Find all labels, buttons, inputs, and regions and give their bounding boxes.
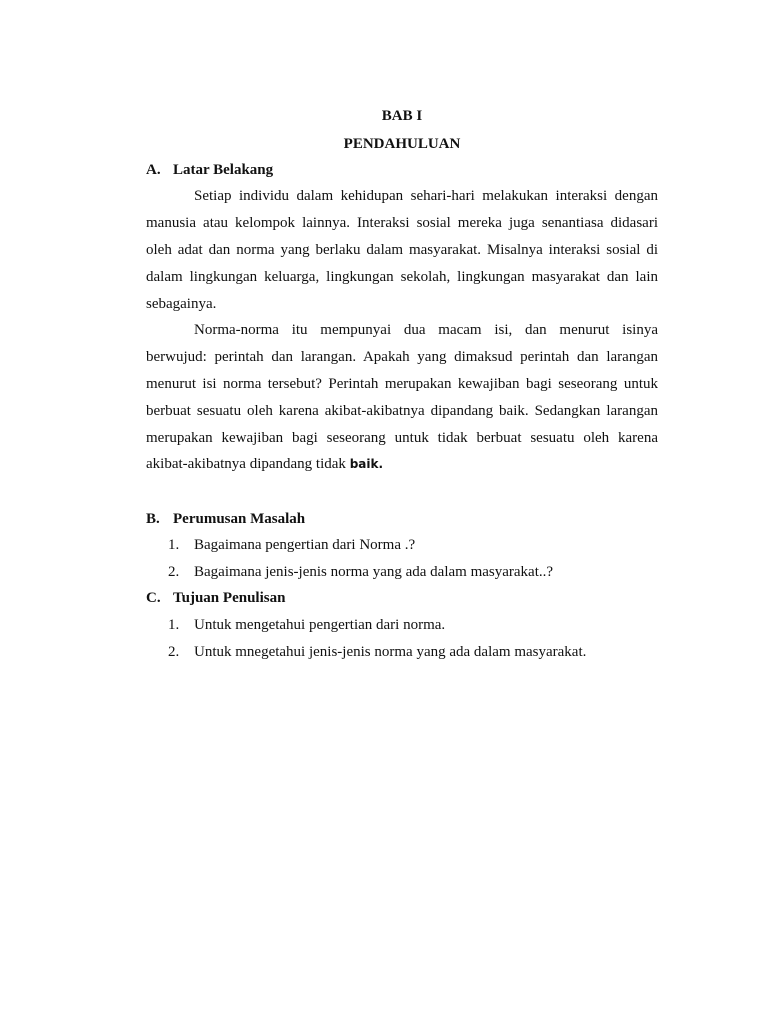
paragraph-line (146, 451, 658, 478)
paragraph-line: oleh adat dan norma yang berlaku dalam masyarakat. Misalnya interaksi sosial di (146, 242, 658, 258)
section-heading-text: Tujuan Penulisan (173, 590, 286, 606)
section-a-heading (146, 157, 658, 184)
section-c-heading (146, 585, 658, 612)
paragraph-line: Norma-norma itu mempunyai dua macam isi, dan menurut isinya (194, 322, 658, 338)
chapter-number: BAB I (381, 108, 423, 124)
section-b-heading (146, 506, 658, 533)
paragraph-text: akibat-akibatnya dipandang tidak (146, 456, 350, 472)
paragraph-line: merupakan kewajiban bagi seseorang untuk tidak berbuat sesuatu oleh karena (146, 430, 658, 446)
paragraph-last-word: baik. (349, 457, 384, 471)
list-text: Bagaimana pengertian dari Norma .? (194, 537, 416, 553)
list-text: Untuk mnegetahui jenis-jenis norma yang ada dalam masyarakat. (194, 644, 587, 660)
paragraph-line: menurut isi norma tersebut? Perintah merupakan kewajiban bagi seseorang untuk (146, 376, 658, 392)
paragraph-line: berwujud: perintah dan larangan. Apakah yang dimaksud perintah dan larangan (146, 349, 658, 365)
list-text: Bagaimana jenis-jenis norma yang ada dalam masyarakat..? (194, 564, 554, 580)
section-letter: B. (146, 511, 160, 527)
chapter-title: PENDAHULUAN (343, 136, 461, 152)
list-number: 2. (168, 644, 180, 660)
section-heading-text: Perumusan Masalah (173, 511, 306, 527)
section-letter: C. (146, 590, 161, 606)
paragraph-line: Setiap individu dalam kehidupan sehari-hari melakukan interaksi dengan (194, 188, 658, 204)
paragraph-line: berbuat sesuatu oleh karena akibat-akibatnya dipandang baik. Sedangkan larangan (146, 403, 658, 419)
paragraph-line: sebagainya. (146, 296, 217, 312)
paragraph-line: dalam lingkungan keluarga, lingkungan sekolah, lingkungan masyarakat dan lain (146, 269, 658, 285)
list-text: Untuk mengetahui pengertian dari norma. (194, 617, 446, 633)
list-item (168, 532, 648, 559)
list-item (168, 639, 648, 666)
list-item (168, 612, 648, 639)
paragraph-line: manusia atau kelompok lainnya. Interaksi sosial mereka juga senantiasa didasari (146, 215, 658, 231)
list-number: 1. (168, 537, 180, 553)
list-number: 2. (168, 564, 180, 580)
list-item (168, 559, 648, 586)
list-number: 1. (168, 617, 180, 633)
section-heading-text: Latar Belakang (173, 162, 274, 178)
section-letter: A. (146, 162, 161, 178)
